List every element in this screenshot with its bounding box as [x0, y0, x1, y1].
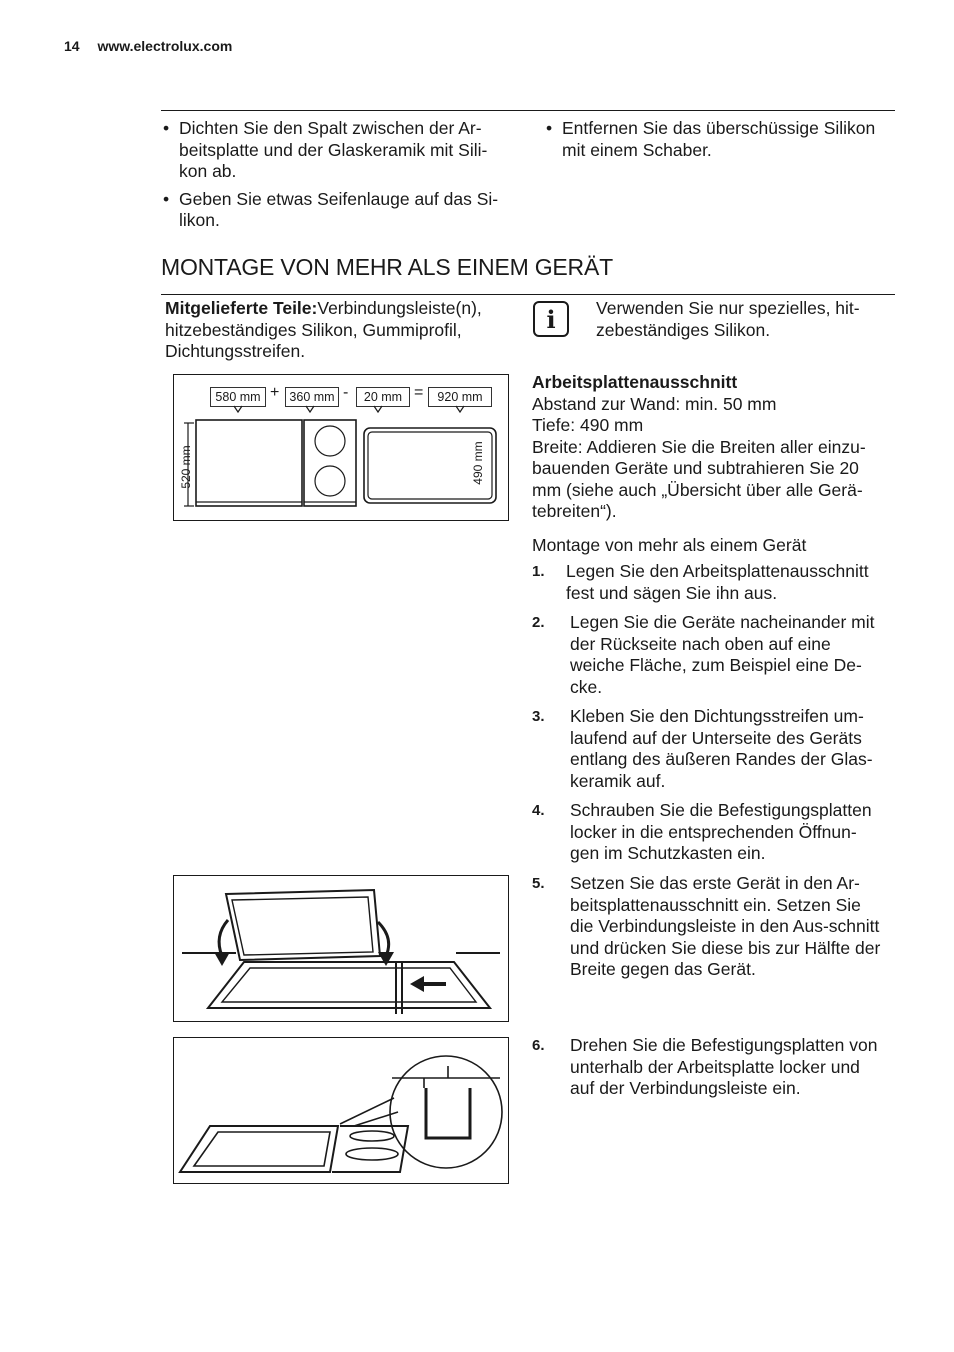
step-text: Legen Sie die Geräte nacheinander mit der Rückseite nach oben auf eine weiche Fläche, zum Beispiel eine De-cke.: [570, 612, 875, 697]
cutout-line-1: Abstand zur Wand: min. 50 mm: [532, 393, 777, 414]
procedure-intro: Montage von mehr als einem Gerät: [532, 535, 807, 555]
dimensions-drawing: [174, 375, 508, 520]
list-item: • Entfernen Sie das überschüssige Silikon mit einem Schaber.: [544, 118, 894, 161]
section-rule: [161, 294, 895, 295]
step-number: 1.: [532, 563, 545, 580]
insertion-drawing: [174, 876, 508, 1021]
cutout-line-3: Breite: Addieren Sie die Breiten aller einzu-bauenden Geräte und subtrahieren Sie 20 mm (siehe auch „Übersicht über alle Gerä-tebreiten“).: [532, 436, 866, 521]
top-bullets-right: [544, 118, 894, 167]
step-number: 3.: [532, 708, 545, 725]
dim-op-equals: =: [414, 384, 424, 401]
step-number: 4.: [532, 802, 545, 819]
dim-label-580: 580 mm: [210, 387, 266, 407]
list-item: • Geben Sie etwas Seifenlauge auf das Si-likon.: [161, 189, 511, 232]
supplied-parts: [165, 298, 510, 363]
step-6: [532, 1035, 884, 1100]
step-number: 2.: [532, 614, 545, 631]
dim-label-920: 920 mm: [428, 387, 492, 407]
dim-op-plus: +: [270, 384, 280, 401]
list-item: [532, 706, 884, 792]
list-item: [532, 1035, 884, 1100]
top-bullets-left: [161, 118, 511, 238]
dim-label-360: 360 mm: [285, 387, 339, 407]
step-number: 5.: [532, 875, 545, 892]
steps-list: [532, 561, 884, 873]
list-item: [532, 561, 884, 604]
section-title: MONTAGE VON MEHR ALS EINEM GERÄT: [161, 254, 613, 280]
list-item: [532, 800, 884, 865]
page-number: 14: [64, 38, 80, 54]
cutout-title: Arbeitsplattenausschnitt: [532, 372, 738, 392]
dim-height-520: 520 mm: [179, 445, 193, 489]
info-note: Verwenden Sie nur spezielles, hit-zebeständiges Silikon.: [596, 298, 860, 340]
step-number: 6.: [532, 1037, 545, 1054]
site-url: www.electrolux.com: [97, 38, 233, 54]
dim-label-20: 20 mm: [356, 387, 410, 407]
list-item: [532, 612, 884, 698]
cutout-block: [532, 372, 884, 523]
list-item: [532, 873, 884, 981]
supplied-text: Verbindungsleiste(n), hitzebeständiges Silikon, Gummiprofil, Dichtungsstreifen.: [165, 298, 482, 361]
dim-op-minus: -: [343, 384, 349, 401]
list-item: • Dichten Sie den Spalt zwischen der Ar-beitsplatte und der Glaskeramik mit Sili-kon ab.: [161, 118, 511, 183]
page-header: [64, 38, 232, 54]
step-text: Schrauben Sie die Befestigungsplatten locker in die entsprechenden Öffnun-gen im Schutzkasten ein.: [570, 800, 872, 863]
figure-fixing: [173, 1037, 509, 1184]
figure-insertion: [173, 875, 509, 1022]
step-text: Setzen Sie das erste Gerät in den Ar-beitsplattenausschnitt ein. Setzen Sie die Verbindungsleiste in den Aus-schnitt und drücken Sie diese bis zur Hälfte der Breite gegen das Gerät.: [570, 873, 881, 979]
fixing-drawing: [174, 1038, 508, 1183]
figure-dimensions: [173, 374, 509, 521]
supplied-label: Mitgelieferte Teile:: [165, 298, 318, 318]
step-text: Kleben Sie den Dichtungsstreifen um-laufend auf der Unterseite des Geräts entlang des äußeren Randes der Glas-keramik auf.: [570, 706, 873, 791]
step-text: Legen Sie den Arbeitsplattenausschnitt fest und sägen Sie ihn aus.: [566, 561, 869, 603]
top-rule: [161, 110, 895, 111]
cutout-line-2: Tiefe: 490 mm: [532, 415, 644, 435]
step-text: Drehen Sie die Befestigungsplatten von unterhalb der Arbeitsplatte locker und auf der Verbindungsleiste ein.: [570, 1035, 878, 1098]
info-icon: i: [533, 301, 569, 337]
dim-height-490: 490 mm: [471, 441, 485, 485]
step-5: [532, 873, 884, 981]
